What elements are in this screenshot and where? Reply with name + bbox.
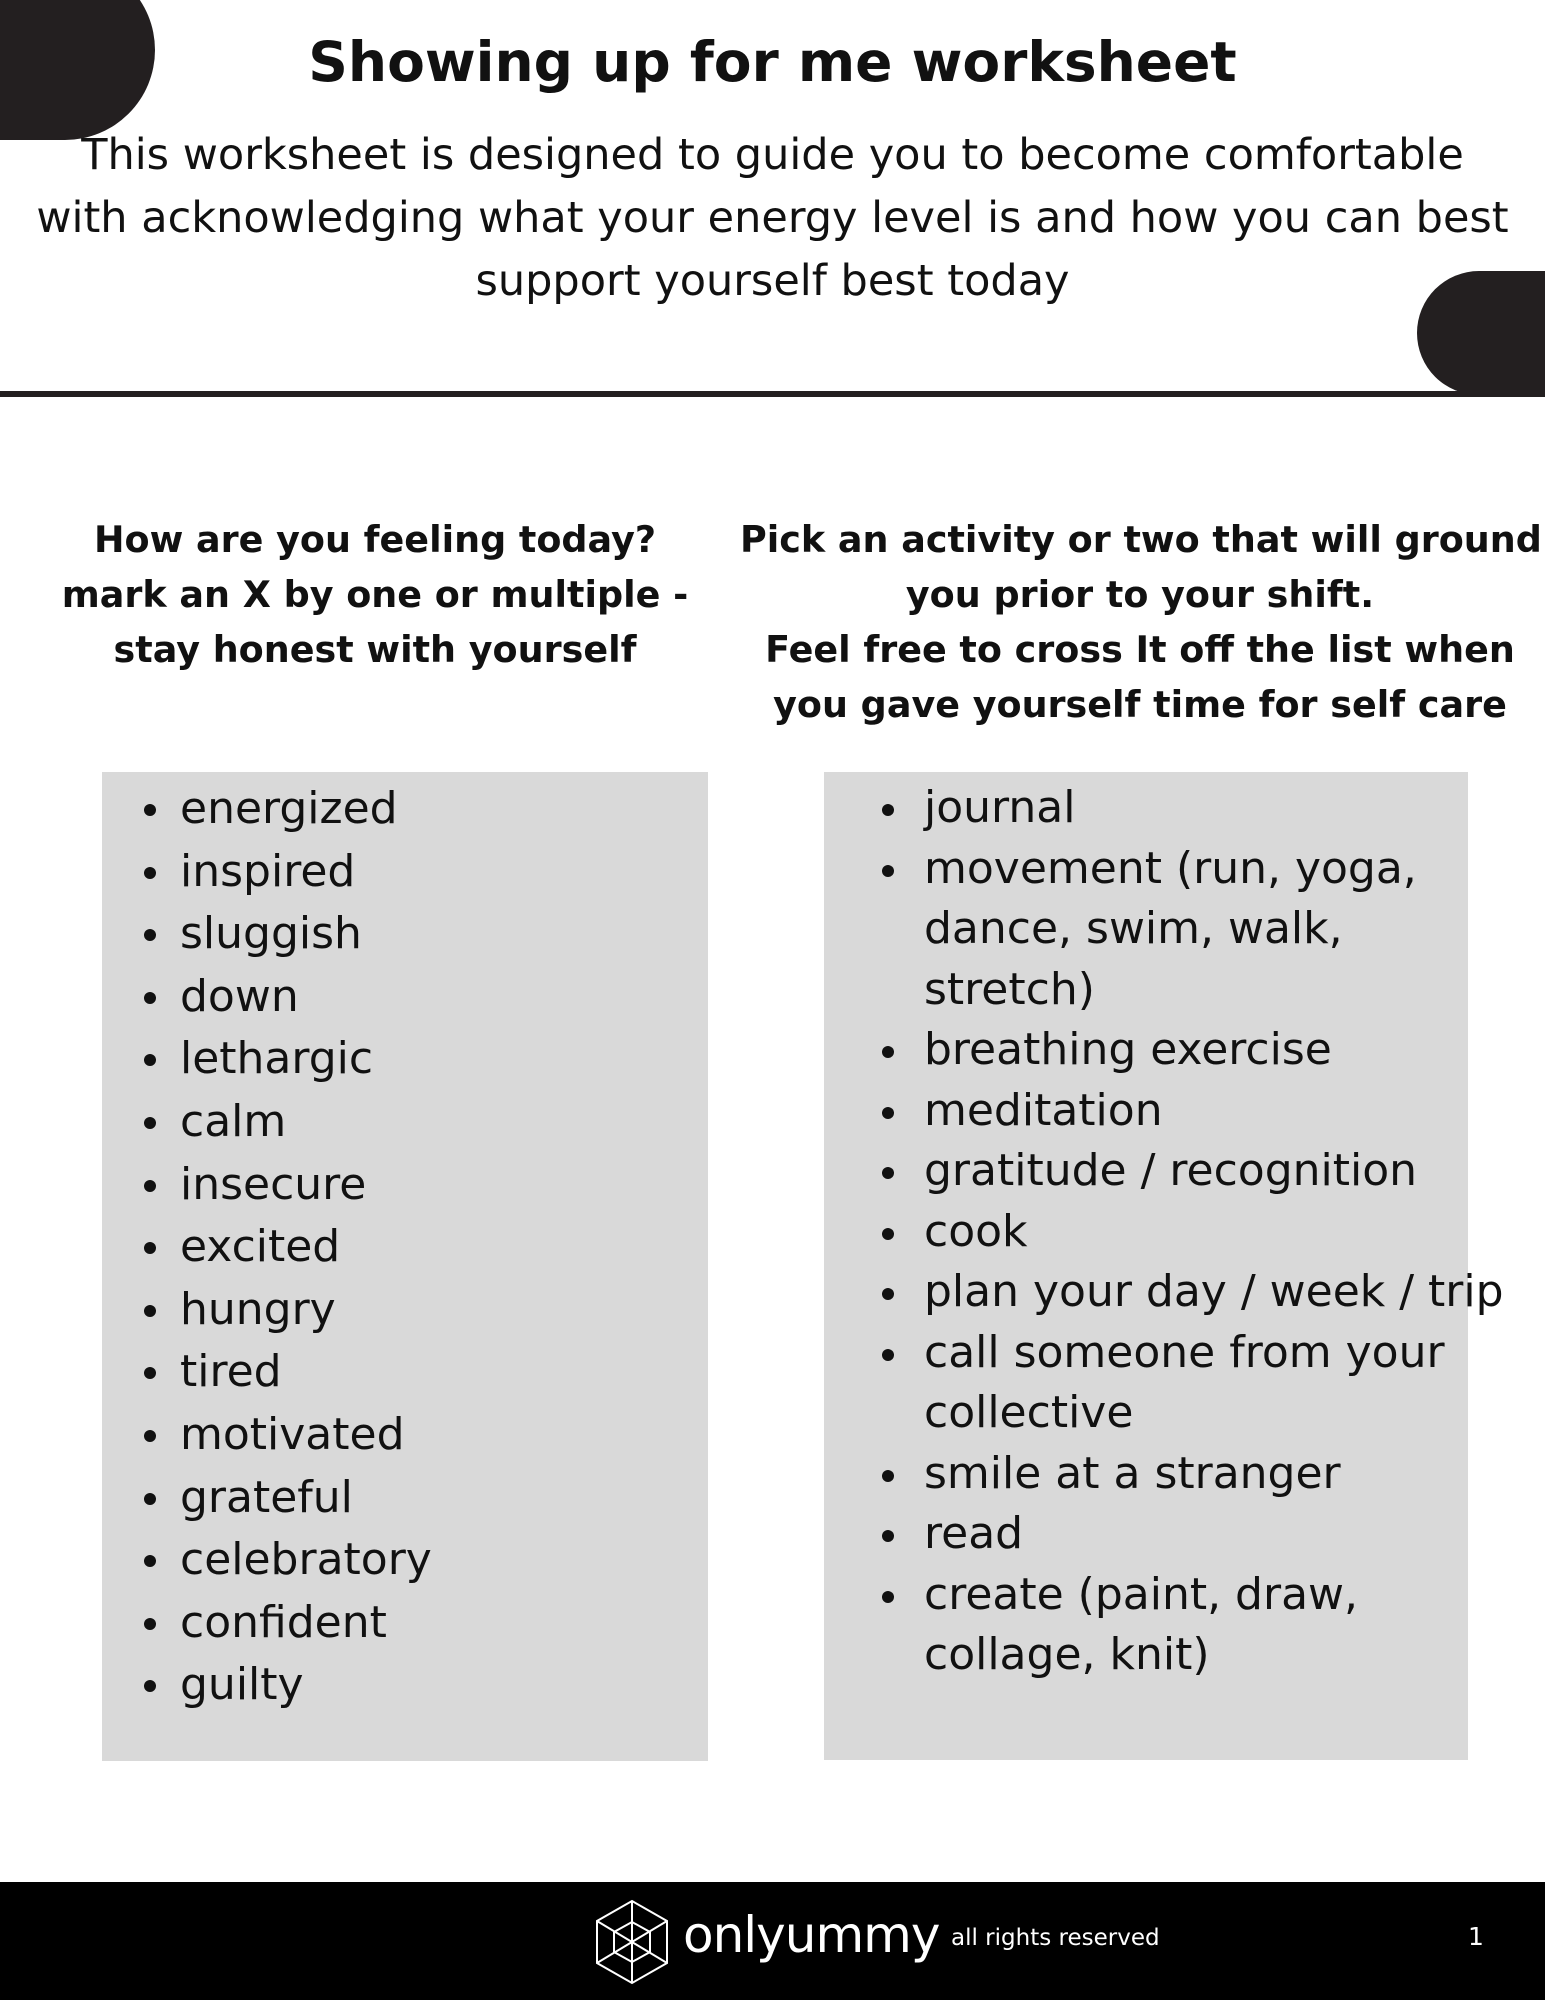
bullet-icon: [882, 804, 894, 816]
feelings-heading: [40, 512, 710, 677]
activity-item[interactable]: [746, 1262, 1545, 1323]
footer-bar: [0, 1882, 1545, 2000]
bullet-icon: [144, 1054, 156, 1066]
activity-label: movement (run, yoga, dance, swim, walk, stretch): [924, 842, 1417, 1015]
intro-text: This worksheet is designed to guide you to become comfortable with acknowledging what your energy level is and how you can best support yourself best today: [36, 130, 1509, 306]
feeling-label: guilty: [180, 1659, 304, 1711]
bullet-icon: [144, 929, 156, 941]
feeling-item[interactable]: [78, 903, 718, 966]
geometric-cube-icon: [594, 1898, 670, 1986]
bullet-icon: [144, 804, 156, 816]
feeling-item[interactable]: [78, 1529, 718, 1592]
feeling-label: motivated: [180, 1408, 405, 1460]
activities-list: [746, 778, 1545, 1686]
activity-label: gratitude / recognition: [924, 1145, 1418, 1196]
activities-heading-line: Feel free to cross It off the list when: [765, 628, 1515, 671]
feeling-item[interactable]: [78, 1592, 718, 1655]
feeling-label: lethargic: [180, 1033, 374, 1085]
activities-list-container: [746, 778, 1545, 1686]
feelings-heading-line: mark an X by one or multiple -: [61, 573, 689, 616]
bullet-icon: [882, 865, 894, 877]
bullet-icon: [144, 1117, 156, 1129]
feeling-item[interactable]: [78, 1091, 718, 1154]
activities-heading-line: you gave yourself time for self care: [773, 683, 1507, 726]
brand-name: onlyummy: [683, 1906, 940, 1964]
page-number: 1: [1468, 1922, 1484, 1951]
feeling-label: inspired: [180, 845, 356, 897]
bullet-icon: [144, 1618, 156, 1630]
activity-item[interactable]: [746, 839, 1545, 1021]
feeling-label: grateful: [180, 1471, 353, 1523]
bullet-icon: [144, 867, 156, 879]
feeling-label: insecure: [180, 1158, 367, 1210]
activities-heading-line: you prior to your shift.: [905, 573, 1375, 616]
activities-heading: [740, 512, 1540, 732]
feeling-item[interactable]: [78, 1279, 718, 1342]
feeling-label: confident: [180, 1596, 387, 1648]
bullet-icon: [882, 1167, 894, 1179]
activity-label: meditation: [924, 1084, 1163, 1136]
activity-item[interactable]: [746, 1565, 1545, 1686]
feeling-item[interactable]: [78, 1404, 718, 1467]
feeling-item[interactable]: [78, 778, 718, 841]
feeling-item[interactable]: [78, 966, 718, 1029]
bullet-icon: [882, 1591, 894, 1603]
activity-label: create (paint, draw, collage, knit): [924, 1568, 1359, 1680]
bullet-icon: [144, 1680, 156, 1692]
rights-text: all rights reserved: [951, 1925, 1160, 1951]
activity-label: smile at a stranger: [924, 1447, 1341, 1499]
feeling-label: energized: [180, 783, 398, 834]
activity-item[interactable]: [746, 1141, 1545, 1202]
feeling-label: hungry: [180, 1283, 336, 1335]
bullet-icon: [144, 1367, 156, 1379]
activity-item[interactable]: [746, 778, 1545, 839]
activity-item[interactable]: [746, 1202, 1545, 1263]
feeling-label: calm: [180, 1095, 287, 1147]
feeling-item[interactable]: [78, 1341, 718, 1404]
bullet-icon: [144, 1493, 156, 1505]
bullet-icon: [882, 1046, 894, 1058]
bullet-icon: [144, 1555, 156, 1567]
activity-label: call someone from your collective: [924, 1326, 1445, 1438]
bullet-icon: [882, 1228, 894, 1240]
activities-heading-line: Pick an activity or two that will ground: [740, 518, 1542, 561]
bullet-icon: [144, 1180, 156, 1192]
activity-label: plan your day / week / trip: [924, 1266, 1504, 1317]
bullet-icon: [882, 1470, 894, 1482]
feeling-item[interactable]: [78, 1654, 718, 1717]
feeling-label: excited: [180, 1221, 341, 1273]
activity-label: journal: [924, 782, 1076, 833]
activity-item[interactable]: [746, 1323, 1545, 1444]
feeling-label: celebratory: [180, 1534, 432, 1586]
feeling-label: down: [180, 970, 299, 1022]
bullet-icon: [882, 1530, 894, 1542]
feeling-item[interactable]: [78, 1154, 718, 1217]
header-divider: [0, 391, 1545, 397]
bullet-icon: [882, 1107, 894, 1119]
feelings-list: [78, 778, 718, 1717]
bullet-icon: [144, 1305, 156, 1317]
activity-item[interactable]: [746, 1444, 1545, 1505]
activity-item[interactable]: [746, 1081, 1545, 1142]
bullet-icon: [144, 1242, 156, 1254]
bullet-icon: [144, 1430, 156, 1442]
feelings-heading-line: stay honest with yourself: [113, 628, 637, 671]
feeling-item[interactable]: [78, 841, 718, 904]
bullet-icon: [144, 992, 156, 1004]
feeling-item[interactable]: [78, 1216, 718, 1279]
feeling-item[interactable]: [78, 1028, 718, 1091]
activity-label: breathing exercise: [924, 1024, 1332, 1075]
feelings-heading-line: How are you feeling today?: [93, 518, 657, 561]
bullet-icon: [882, 1288, 894, 1300]
activity-label: cook: [924, 1205, 1028, 1257]
page-title: Showing up for me worksheet: [308, 30, 1237, 94]
bullet-icon: [882, 1349, 894, 1361]
feeling-label: sluggish: [180, 908, 362, 960]
feeling-item[interactable]: [78, 1467, 718, 1530]
activity-item[interactable]: [746, 1020, 1545, 1081]
activity-item[interactable]: [746, 1504, 1545, 1565]
activity-label: read: [924, 1508, 1024, 1559]
feeling-label: tired: [180, 1346, 282, 1398]
